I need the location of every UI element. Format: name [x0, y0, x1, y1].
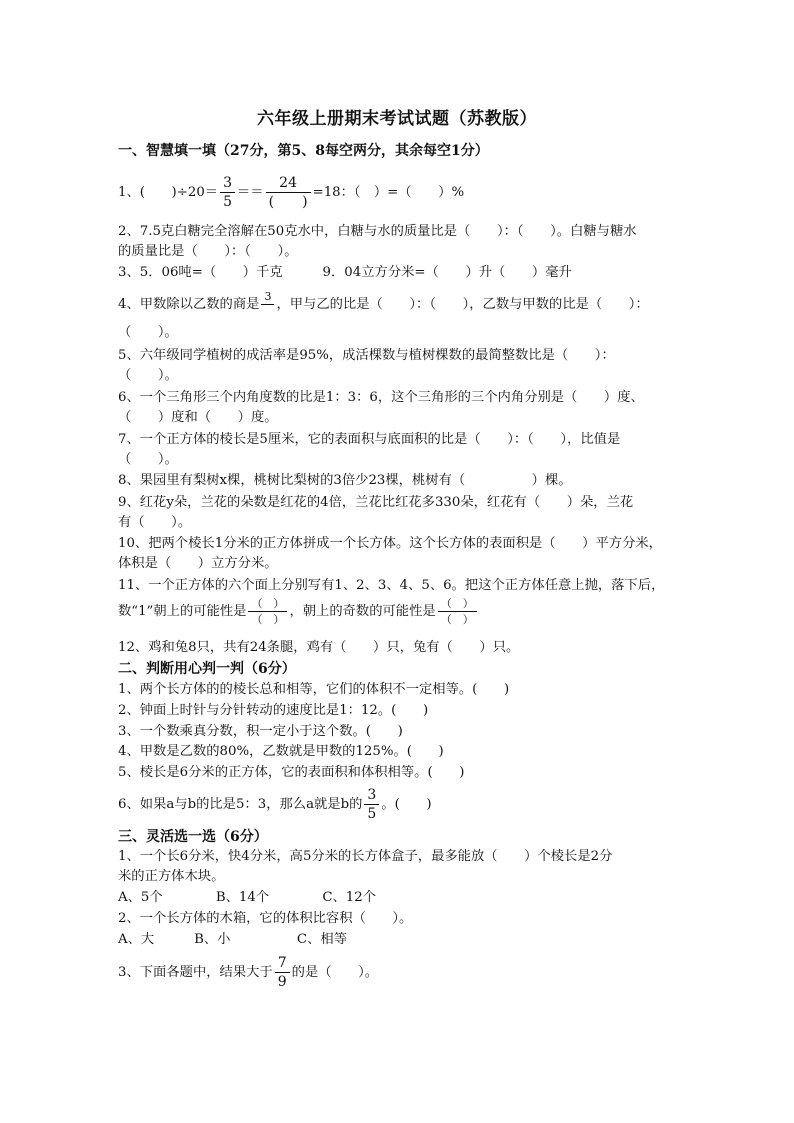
- judge-1: 1、两个长方体的的棱长总和相等，它们的体积不一定相等。( ): [118, 682, 510, 697]
- fraction-24-blank: 24 ( ): [266, 176, 311, 209]
- question-4: 4、甲数除以乙数的商是 3 ，甲与乙的比是（ ）：（ ），乙数与甲数的比是（ ）：: [118, 291, 649, 318]
- question-9-line-1: 9、红花y朵，兰花的朵数是红花的4倍，兰花比红花多330朵，红花有（ ）朵，兰花: [118, 495, 634, 510]
- question-12: 12、鸡和兔8只，共有24条腿，鸡有（ ）只，兔有（ ）只。: [118, 640, 520, 655]
- question-11-line-2: 数“1”朝上的可能性是 （ ） （ ） ，朝上的奇数的可能性是 （ ） （ ）: [118, 598, 479, 625]
- judge-4: 4、甲数是乙数的80%，乙数就是甲数的125%。( ): [118, 744, 444, 759]
- question-7-line-1: 7、一个正方体的棱长是5厘米，它的表面积与底面积的比是（ ）：（ ），比值是: [118, 432, 621, 447]
- question-6-line-2: （ ）度和（ ）度。: [118, 410, 278, 425]
- fraction-blank-1: （ ） （ ）: [248, 598, 287, 625]
- judge-2: 2、钟面上时针与分针转动的速度比是1：12。( ): [118, 703, 429, 718]
- fraction-3: 3: [261, 291, 274, 318]
- judge-6: 6、如果a与b的比是5：3，那么a就是b的 $\frac{3}{5}$ 。( ): [118, 787, 432, 822]
- fraction-3-5: $\frac{3}{5}$: [220, 176, 235, 209]
- question-1: 1、( )÷20＝ $\frac{3}{5}$ ＝＝ 24 ( ) =18：（ ）=（ ）%: [118, 175, 465, 210]
- question-10-line-2: 体积是（ ）立方分米。: [118, 556, 278, 571]
- section-heading-judge: 二、判断用心判一判（6分）: [118, 661, 296, 677]
- judge-5: 5、棱长是6分米的正方体，它的表面积和体积相等。( ): [118, 765, 465, 780]
- choice-1-line-2: 米的正方体木块。: [118, 869, 225, 884]
- question-7-line-2: （ ）。: [118, 452, 178, 467]
- question-6-line-1: 6、一个三角形三个内角度数的比是1：3：6，这个三角形的三个内角分别是（ ）度、: [118, 390, 644, 405]
- judge-3: 3、一个数乘真分数，积一定小于这个数。( ): [118, 724, 403, 739]
- question-4-line-2: （ ）。: [118, 325, 178, 340]
- question-5-line-2: （ ）。: [118, 368, 178, 383]
- fraction-3-5-b: $\frac{3}{5}$: [364, 788, 379, 821]
- question-3: 3、5．06吨=（ ）千克 9．04立方分米=（ ）升（ ）毫升: [118, 265, 572, 280]
- fraction-blank-2: （ ） （ ）: [438, 598, 477, 625]
- section-heading-choose: 三、灵活选一选（6分）: [118, 829, 268, 845]
- question-2-line-1: 2、7.5克白糖完全溶解在50克水中，白糖与水的质量比是（ ）：（ ）。白糖与糖水: [118, 224, 637, 239]
- question-9-line-2: 有（ ）。: [118, 515, 192, 530]
- choice-1-line-1: 1、一个长6分米，快4分米，高5分米的长方体盒子，最多能放（ ）个棱长是2分: [118, 849, 613, 864]
- page-title: 六年级上册期末考试试题（苏教版）: [257, 109, 537, 129]
- question-11-line-1: 11、一个正方体的六个面上分别写有1、2、3、4、5、6。把这个正方体任意上抛，落下后，: [118, 578, 665, 593]
- choice-3: 3、下面各题中，结果大于 $\frac{7}{9}$ 的是（ ）。: [118, 955, 379, 990]
- choice-2: 2、一个长方体的木箱，它的体积比容积（ ）。: [118, 911, 413, 926]
- choice-1-options: A、5个 B、14个 C、12个: [118, 890, 377, 905]
- question-5-line-1: 5、六年级同学植树的成活率是95%，成活棵数与植树棵数的最简整数比是（ ）：: [118, 348, 615, 363]
- question-8: 8、果园里有梨树x棵，桃树比梨树的3倍少23棵，桃树有（ ）棵。: [118, 473, 572, 488]
- fraction-7-9: $\frac{7}{9}$: [275, 956, 290, 989]
- section-heading-fill: 一、智慧填一填（27分，第5、8每空两分，其余每空1分）: [118, 143, 489, 159]
- question-10-line-1: 10、把两个棱长1分米的正方体拼成一个长方体。这个长方体的表面积是（ ）平方分米，: [118, 536, 662, 551]
- question-2-line-2: 的质量比是（ ）：（ ）。: [118, 244, 298, 259]
- choice-2-options: A、大 B、小 C、相等: [118, 932, 348, 947]
